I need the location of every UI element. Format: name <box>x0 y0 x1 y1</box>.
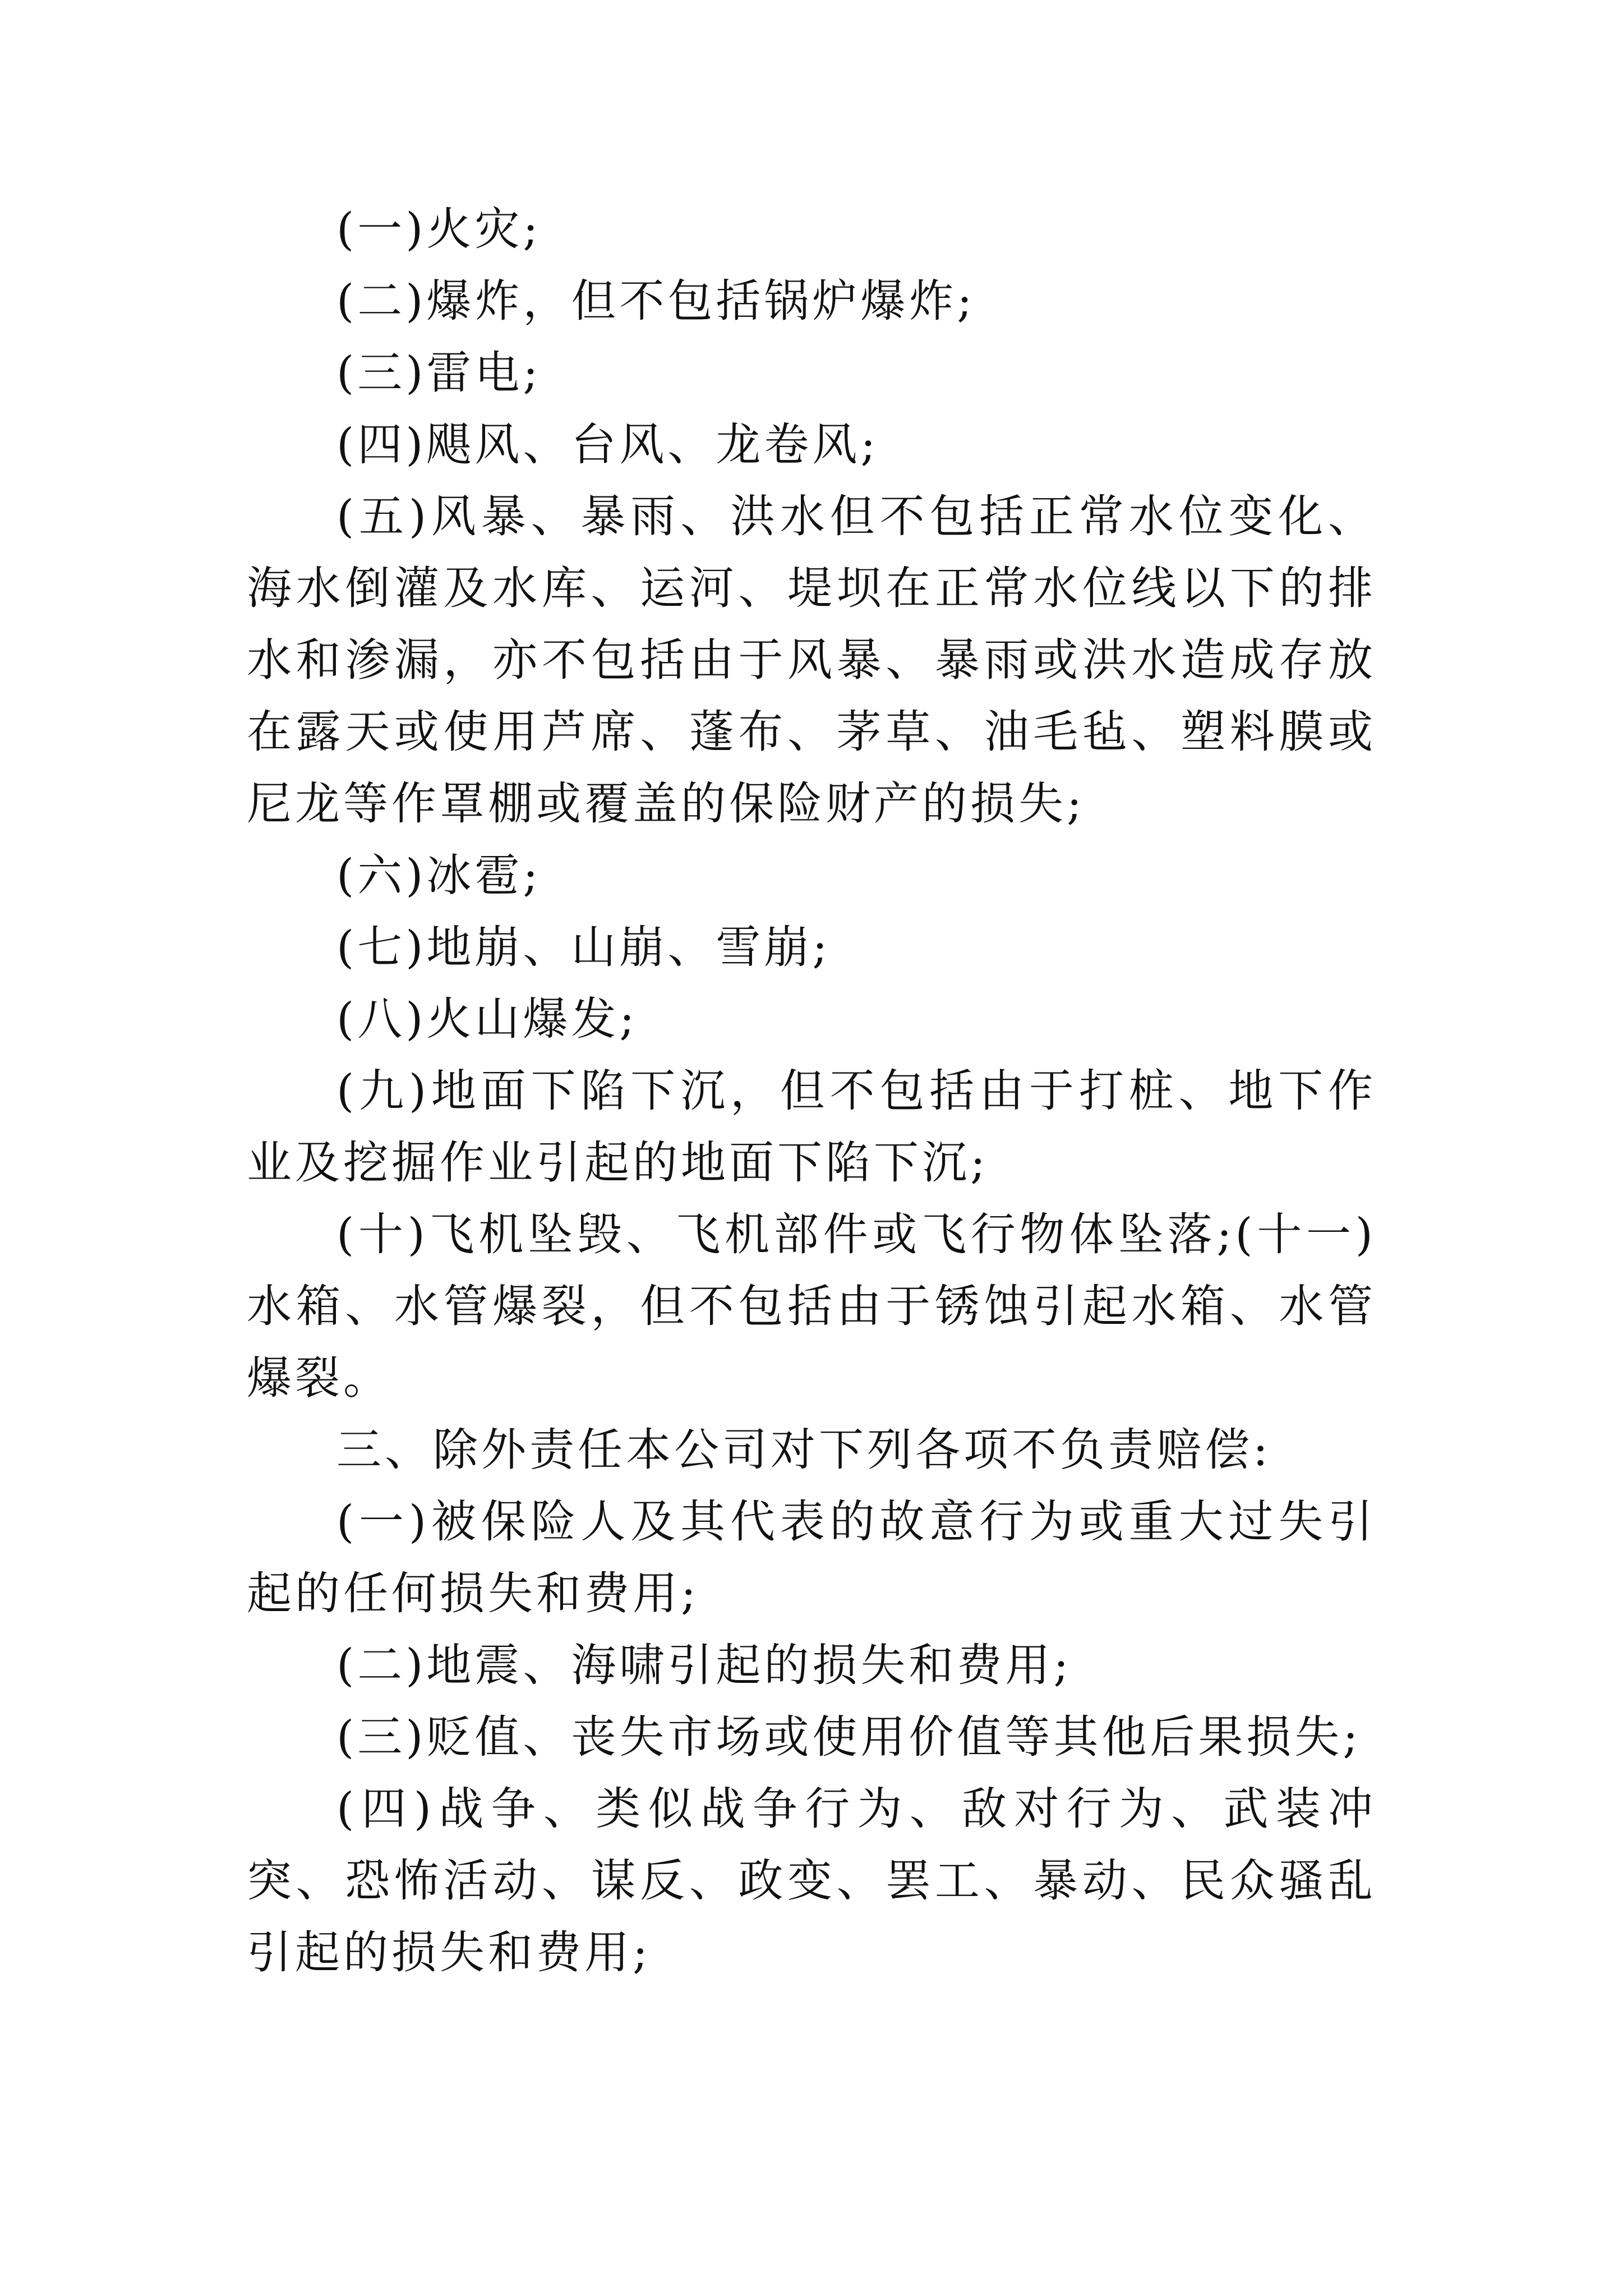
paragraph-explosion: (二)爆炸，但不包括锅炉爆炸; <box>336 275 976 327</box>
document-body <box>247 194 1376 1989</box>
paragraph-landslide: (七)地崩、山崩、雪崩; <box>336 921 831 973</box>
paragraph-subsidence: (九)地面下陷下沉，但不包括由于打桩、地下作业及挖掘作业引起的地面下陷下沉; <box>247 1065 1376 1189</box>
paragraph-intentional-acts: (一)被保险人及其代表的故意行为或重大过失引起的任何损失和费用; <box>247 1496 1376 1619</box>
paragraph-aircraft-water-tank: (十)飞机坠毁、飞机部件或飞行物体坠落;(十一)水箱、水管爆裂，但不包括由于锈蚀引起水箱、水管爆裂。 <box>247 1208 1376 1404</box>
paragraph-volcano: (八)火山爆发; <box>336 993 638 1045</box>
paragraph-lightning: (三)雷电; <box>336 347 542 399</box>
paragraph-fire: (一)火灾; <box>336 203 542 255</box>
paragraph-earthquake-tsunami: (二)地震、海啸引起的损失和费用; <box>336 1639 1072 1691</box>
paragraph-hurricane: (四)飓风、台风、龙卷风; <box>336 418 879 471</box>
paragraph-hail: (六)冰雹; <box>336 849 542 901</box>
paragraph-storm-flood: (五)风暴、暴雨、洪水但不包括正常水位变化、海水倒灌及水库、运河、堤坝在正常水位线以下的排水和渗漏，亦不包括由于风暴、暴雨或洪水造成存放在露天或使用芦席、蓬布、茅草、油毛毡、塑料膜或尼龙等作罩棚或覆盖的保险财产的损失; <box>247 490 1376 830</box>
paragraph-war-riot: (四)战争、类似战争行为、敌对行为、武装冲突、恐怖活动、谋反、政变、罢工、暴动、民众骚乱引起的损失和费用; <box>247 1783 1376 1978</box>
paragraph-exclusions-heading: 三、除外责任本公司对下列各项不负责赔偿: <box>336 1424 1271 1476</box>
paragraph-depreciation: (三)贬值、丧失市场或使用价值等其他后果损失; <box>336 1711 1362 1763</box>
